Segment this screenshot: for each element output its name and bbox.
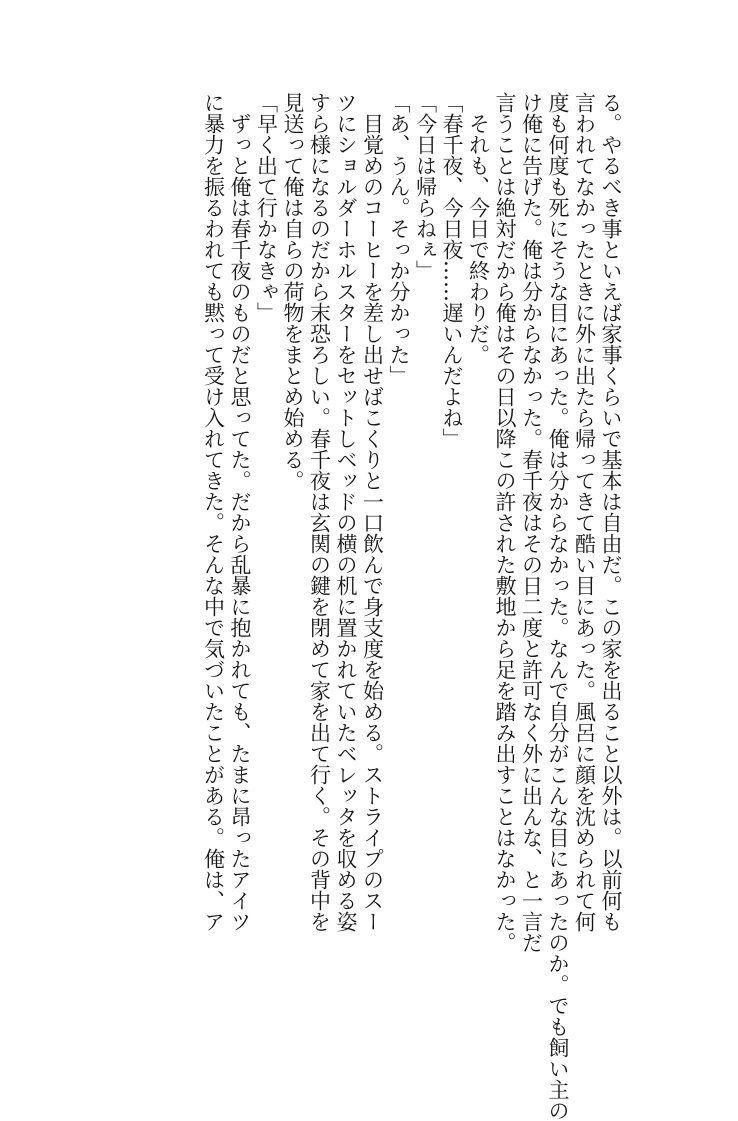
text-line: 言われてなかったときに外に出たら帰ってきて酷い目にあった。風呂に顔を沈められて何 — [572, 92, 597, 932]
dialogue-line: 「早く出て行かなきゃ」 — [254, 92, 279, 323]
text-line: に暴力を振るわれても黙って受け入れてきた。そんな中で気づいたことがある。俺は、ア — [201, 92, 226, 932]
vertical-text-body — [200, 92, 624, 1121]
text-line: 目覚めのコーヒーを差し出せばこくりと一口飲んで身支度を始める。ストライプのスー — [360, 113, 385, 932]
text-line: それも、今日で終わりだ。 — [466, 113, 491, 365]
text-line: け俺に告げた。俺は分からなかった。春千夜はその日二度と許可なく外に出んな、と一言だ — [519, 92, 544, 953]
dialogue-line: 「あ、うん。そっか分かった」 — [387, 92, 411, 386]
text-line: ずっと俺は春千夜のものだと思ってた。だから乱暴に抱かれても、たまに昂ったアイツ — [228, 113, 252, 932]
text-line: すら様になるのだから末恐ろしい。春千夜は玄関の鍵を閉めて家を出て行く。その背中を — [307, 92, 332, 932]
text-line: 見送って俺は自らの荷物をまとめ始める。 — [281, 92, 305, 491]
text-line: 度も何度も死にそうな目にあった。俺は分からなかった。なんで自分がこんな目にあったのか。でも飼い主の — [546, 92, 570, 1121]
text-line: ツにショルダーホルスターをセットしベッドの横の机に置かれていたベレッタを収める姿 — [334, 92, 358, 932]
dialogue-line: 「今日は帰らねぇ」 — [413, 92, 438, 281]
text-line: 言うことは絶対だから俺はその日以降この許された敷地から足を踏み出すことはなかった。 — [493, 92, 517, 953]
text-line: る。やるべき事といえば家事くらいで基本は自由だ。この家を出ること以外は。以前何も — [599, 92, 623, 932]
dialogue-line: 「春千夜、今日夜……遅いんだよね」 — [440, 92, 464, 449]
